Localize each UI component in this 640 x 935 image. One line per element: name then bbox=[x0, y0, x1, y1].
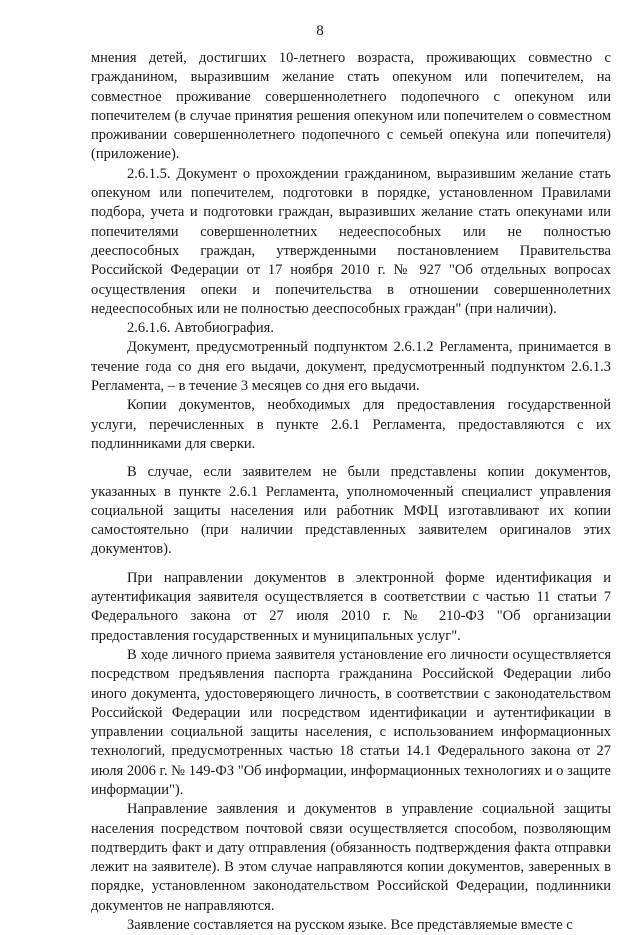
paragraph-electronic-identification: При направлении документов в электронной форме идентификация и аутентификация заявителя осуществляется в соответствии с частью 11 статьи 7 Федерального закона от 27 июля 2010 г. № 210-ФЗ "Об организации предоставления государственных и муниципальных услуг". bbox=[91, 569, 611, 644]
paragraph-postal-submission: Направление заявления и документов в управление социальной защиты населения посредством почтовой связи осуществляется способом, позволяющим подтвердить факт и дату отправления (обязанность подтверждения факта отправки лежит на заявителе). В этом случае направляются копии документов, заверенных в порядке, установленном законодательством Российской Федерации, подлинники документов не направляются. bbox=[91, 801, 611, 914]
paragraph-copies: Копии документов, необходимых для предоставления государственной услуги, перечисленных в пункте 2.6.1 Регламента, предоставляются с их подлинниками для сверки. bbox=[91, 397, 611, 452]
paragraph-language: Заявление составляется на русском языке. Все представляемые вместе с bbox=[127, 917, 573, 934]
paragraph-document-validity: Документ, предусмотренный подпунктом 2.6.1.2 Регламента, принимается в течение года со дня его выдачи, документ, предусмотренный подпунктом 2.6.1.3 Регламента, – в течение 3 месяцев со дня его выдачи. bbox=[91, 339, 611, 395]
document-body bbox=[91, 49, 611, 935]
page-number: 8 bbox=[316, 23, 324, 39]
paragraph-continuation: мнения детей, достигших 10-летнего возраста, проживающих совместно с гражданином, выразившим желание стать опекуном или попечителем, на совместное проживание совершеннолетнего подопечного с опекуном или попечителем (в случае принятия решения опекуном или попечителем о совместном проживании совершеннолетнего подопечного с семьей опекуна или попечителя) (приложение). bbox=[91, 50, 611, 163]
paragraph-2-6-1-6: 2.6.1.6. Автобиография. bbox=[127, 320, 274, 337]
paragraph-personal-reception: В ходе личного приема заявителя установление его личности осуществляется посредством предъявления паспорта гражданина Российской Федерации либо иного документа, удостоверяющего личность, в соответствии с законодательством Российской Федерации или посредством идентификации и аутентификации в управлении социальной защиты населения, с использованием информационных технологий, предусмотренных частью 18 статьи 14.1 Федерального закона от 27 июля 2006 г. № 149-ФЗ "Об информации, информационных технологиях и о защите информации"). bbox=[91, 646, 611, 798]
paragraph-copies-made-by-specialist: В случае, если заявителем не были представлены копии документов, указанных в пункте 2.6.1 Регламента, уполномоченный специалист управления социальной защиты населения или работник МФЦ изготавливают их копии самостоятельно (при наличии представленных заявителем оригиналов этих документов). bbox=[91, 464, 611, 558]
paragraph-2-6-1-5: 2.6.1.5. Документ о прохождении гражданином, выразившим желание стать опекуном или попечителем, подготовки в порядке, установленном Правилами подбора, учета и подготовки граждан, выразивших желание стать опекунами или попечителями совершеннолетних недееспособных или не полностью дееспособных граждан, утвержденными постановлением Правительства Российской Федерации от 17 ноября 2010 г. № 927 "Об отдельных вопросах осуществления опеки и попечительства в отношении совершеннолетних недееспособных или не полностью дееспособных граждан" (при наличии). bbox=[91, 165, 611, 317]
